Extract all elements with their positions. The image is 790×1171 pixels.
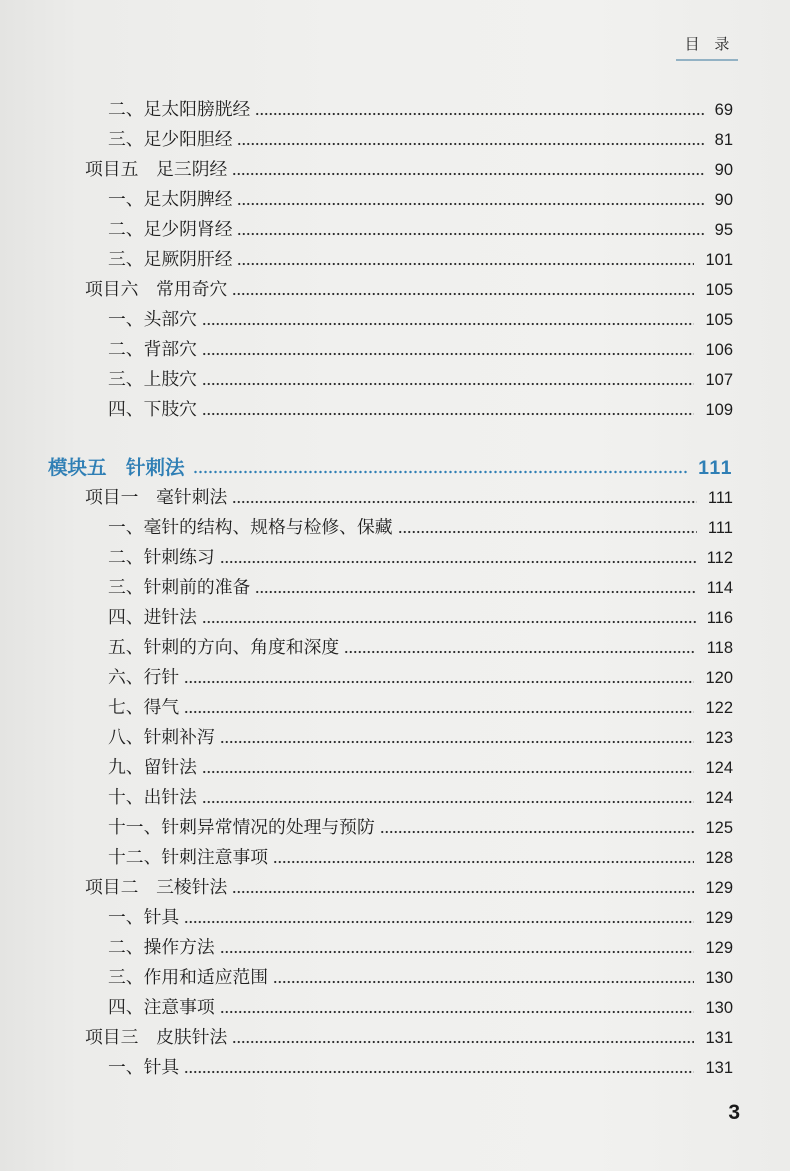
entry-page-number: 124 bbox=[705, 789, 733, 807]
entry-title: 二、操作方法 bbox=[108, 937, 215, 958]
toc-section-entry bbox=[0, 663, 733, 693]
entry-title: 二、针刺练习 bbox=[108, 547, 215, 568]
toc-section-entry bbox=[0, 903, 733, 933]
toc-section-entry bbox=[0, 365, 733, 395]
entry-page-number: 125 bbox=[705, 819, 733, 837]
dot-leader bbox=[220, 993, 695, 1023]
toc-section-entry bbox=[0, 783, 733, 813]
toc-section-entry bbox=[0, 633, 733, 663]
entry-page-number: 95 bbox=[714, 221, 733, 239]
toc-section-entry bbox=[0, 753, 733, 783]
entry-page-number: 105 bbox=[705, 281, 733, 299]
entry-title: 项目三 皮肤针法 bbox=[85, 1027, 228, 1048]
toc-section-entry bbox=[0, 843, 733, 873]
dot-leader bbox=[255, 95, 703, 125]
entry-title: 二、足少阴肾经 bbox=[108, 219, 233, 240]
entry-title: 十二、针刺注意事项 bbox=[108, 847, 269, 868]
dot-leader bbox=[220, 933, 695, 963]
toc-project-entry bbox=[0, 1023, 733, 1053]
toc-section-entry bbox=[0, 215, 733, 245]
toc-project-entry bbox=[0, 483, 733, 513]
toc-section-entry bbox=[0, 723, 733, 753]
entry-title: 项目六 常用奇穴 bbox=[85, 279, 228, 300]
dot-leader bbox=[202, 335, 695, 365]
toc-project-entry bbox=[0, 155, 733, 185]
entry-page-number: 129 bbox=[705, 879, 733, 897]
module-gap bbox=[0, 425, 733, 453]
dot-leader bbox=[344, 633, 696, 663]
dot-leader bbox=[237, 185, 703, 215]
entry-title: 项目二 三棱针法 bbox=[85, 877, 228, 898]
toc-section-entry bbox=[0, 185, 733, 215]
entry-page-number: 112 bbox=[706, 549, 733, 567]
entry-title: 模块五 针刺法 bbox=[48, 456, 185, 479]
entry-page-number: 123 bbox=[705, 729, 733, 747]
header-title: 目 录 bbox=[684, 35, 730, 53]
page-number: 3 bbox=[728, 1101, 740, 1124]
dot-leader bbox=[232, 155, 703, 185]
toc-section-entry bbox=[0, 993, 733, 1023]
dot-leader bbox=[255, 573, 695, 603]
dot-leader bbox=[232, 275, 694, 305]
entry-title: 二、背部穴 bbox=[108, 339, 197, 360]
entry-title: 五、针刺的方向、角度和深度 bbox=[108, 637, 340, 658]
entry-page-number: 106 bbox=[705, 341, 733, 359]
entry-page-number: 69 bbox=[714, 101, 733, 119]
entry-page-number: 81 bbox=[714, 131, 733, 149]
entry-page-number: 114 bbox=[706, 579, 733, 597]
entry-title: 二、足太阳膀胱经 bbox=[108, 99, 251, 120]
entry-title: 七、得气 bbox=[108, 697, 180, 718]
dot-leader bbox=[184, 663, 694, 693]
entry-page-number: 120 bbox=[705, 669, 733, 687]
toc-section-entry bbox=[0, 513, 733, 543]
dot-leader bbox=[202, 603, 696, 633]
dot-leader bbox=[237, 245, 694, 275]
entry-page-number: 111 bbox=[698, 457, 733, 479]
entry-title: 一、毫针的结构、规格与检修、保藏 bbox=[108, 517, 393, 538]
dot-leader bbox=[220, 543, 696, 573]
entry-title: 四、下肢穴 bbox=[108, 399, 197, 420]
toc-section-entry bbox=[0, 1053, 733, 1083]
dot-leader bbox=[184, 693, 694, 723]
entry-page-number: 101 bbox=[705, 251, 733, 269]
toc-module-entry bbox=[0, 453, 733, 483]
dot-leader bbox=[380, 813, 695, 843]
dot-leader bbox=[237, 215, 703, 245]
entry-title: 一、头部穴 bbox=[108, 309, 197, 330]
dot-leader bbox=[237, 125, 703, 155]
dot-leader bbox=[202, 305, 695, 335]
entry-title: 一、针具 bbox=[108, 1057, 180, 1078]
dot-leader bbox=[202, 753, 695, 783]
entry-page-number: 129 bbox=[705, 909, 733, 927]
table-of-contents bbox=[0, 95, 733, 1083]
dot-leader bbox=[184, 1053, 694, 1083]
toc-section-entry bbox=[0, 245, 733, 275]
dot-leader bbox=[232, 483, 697, 513]
dot-leader bbox=[184, 903, 694, 933]
entry-title: 十、出针法 bbox=[108, 787, 197, 808]
entry-page-number: 111 bbox=[707, 489, 733, 507]
toc-section-entry bbox=[0, 95, 733, 125]
toc-section-entry bbox=[0, 693, 733, 723]
entry-page-number: 109 bbox=[705, 401, 733, 419]
entry-page-number: 130 bbox=[705, 999, 733, 1017]
dot-leader bbox=[273, 843, 694, 873]
entry-page-number: 131 bbox=[705, 1059, 733, 1077]
toc-section-entry bbox=[0, 813, 733, 843]
toc-section-entry bbox=[0, 125, 733, 155]
entry-page-number: 131 bbox=[705, 1029, 733, 1047]
entry-title: 三、足少阳胆经 bbox=[108, 129, 233, 150]
entry-title: 项目一 毫针刺法 bbox=[85, 487, 228, 508]
entry-title: 三、上肢穴 bbox=[108, 369, 197, 390]
entry-title: 十一、针刺异常情况的处理与预防 bbox=[108, 817, 375, 838]
dot-leader bbox=[398, 513, 697, 543]
entry-page-number: 129 bbox=[705, 939, 733, 957]
toc-section-entry bbox=[0, 603, 733, 633]
entry-title: 项目五 足三阴经 bbox=[85, 159, 228, 180]
entry-page-number: 107 bbox=[705, 371, 733, 389]
toc-section-entry bbox=[0, 395, 733, 425]
dot-leader bbox=[273, 963, 694, 993]
dot-leader bbox=[220, 723, 695, 753]
toc-section-entry bbox=[0, 335, 733, 365]
entry-title: 八、针刺补泻 bbox=[108, 727, 215, 748]
toc-section-entry bbox=[0, 963, 733, 993]
entry-page-number: 128 bbox=[705, 849, 733, 867]
entry-title: 九、留针法 bbox=[108, 757, 197, 778]
entry-title: 四、注意事项 bbox=[108, 997, 215, 1018]
dot-leader bbox=[193, 453, 688, 483]
toc-section-entry bbox=[0, 305, 733, 335]
entry-title: 三、针刺前的准备 bbox=[108, 577, 251, 598]
toc-section-entry bbox=[0, 573, 733, 603]
entry-page-number: 118 bbox=[706, 639, 733, 657]
dot-leader bbox=[202, 395, 695, 425]
entry-page-number: 90 bbox=[714, 191, 733, 209]
entry-title: 一、针具 bbox=[108, 907, 180, 928]
running-header bbox=[676, 34, 738, 61]
entry-page-number: 124 bbox=[705, 759, 733, 777]
entry-title: 六、行针 bbox=[108, 667, 180, 688]
header-rule bbox=[676, 59, 738, 61]
entry-title: 一、足太阴脾经 bbox=[108, 189, 233, 210]
entry-page-number: 116 bbox=[706, 609, 733, 627]
entry-page-number: 105 bbox=[705, 311, 733, 329]
toc-section-entry bbox=[0, 933, 733, 963]
entry-page-number: 130 bbox=[705, 969, 733, 987]
toc-project-entry bbox=[0, 275, 733, 305]
dot-leader bbox=[202, 365, 695, 395]
entry-title: 三、足厥阴肝经 bbox=[108, 249, 233, 270]
entry-page-number: 122 bbox=[705, 699, 733, 717]
entry-title: 四、进针法 bbox=[108, 607, 197, 628]
toc-section-entry bbox=[0, 543, 733, 573]
entry-page-number: 111 bbox=[707, 519, 733, 537]
dot-leader bbox=[202, 783, 695, 813]
entry-page-number: 90 bbox=[714, 161, 733, 179]
dot-leader bbox=[232, 1023, 694, 1053]
toc-project-entry bbox=[0, 873, 733, 903]
dot-leader bbox=[232, 873, 694, 903]
entry-title: 三、作用和适应范围 bbox=[108, 967, 269, 988]
